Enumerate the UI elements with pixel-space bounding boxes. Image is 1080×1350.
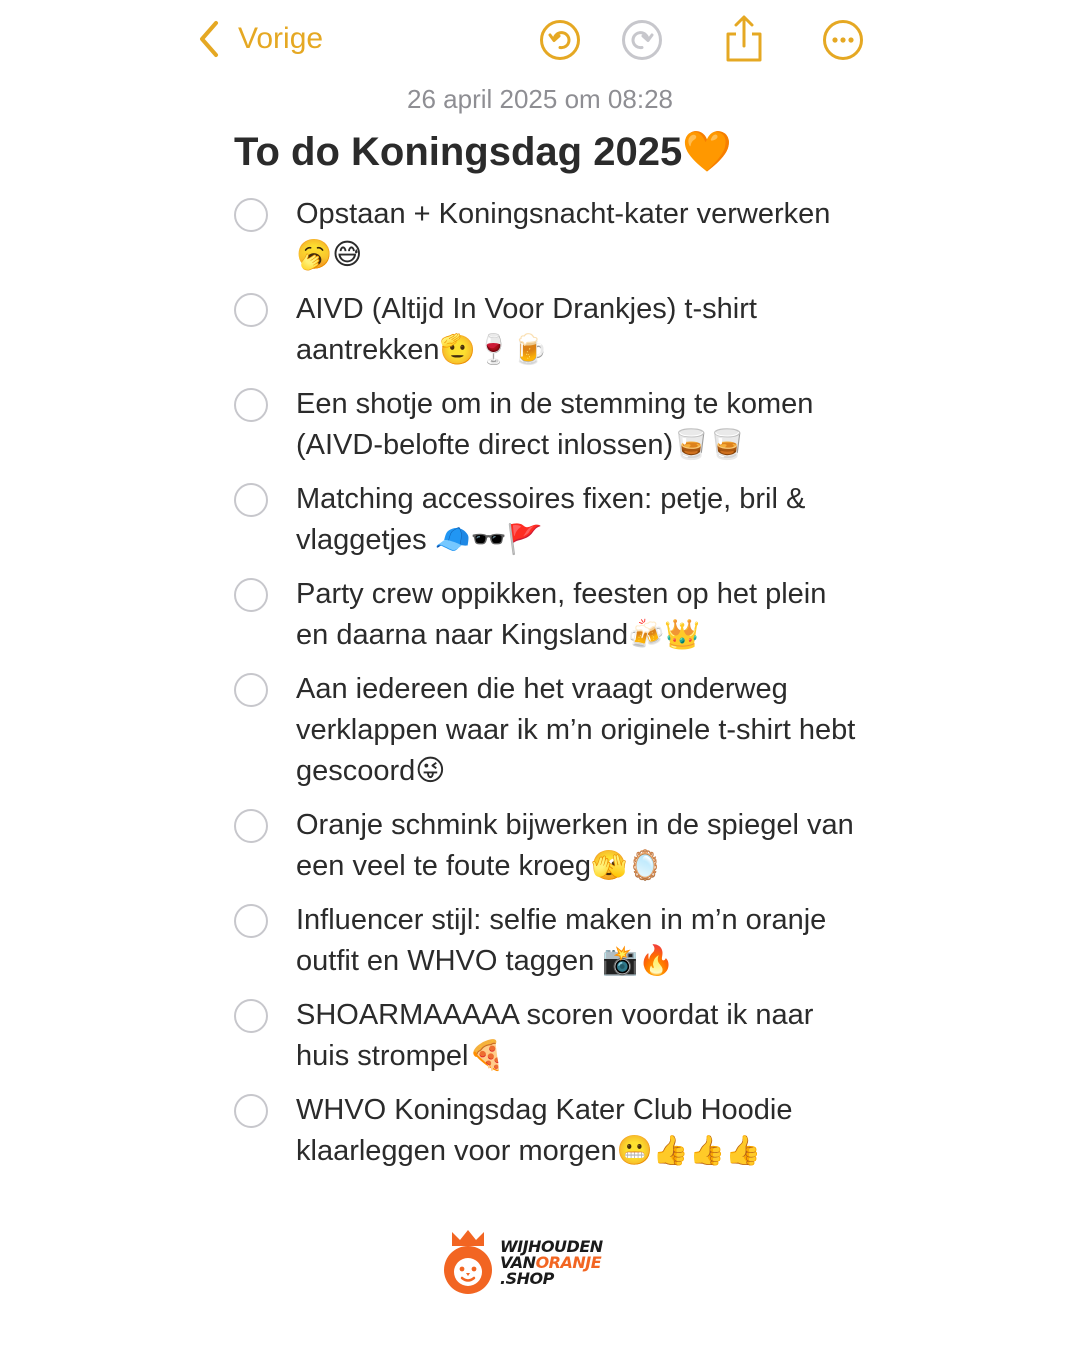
checklist-item[interactable] xyxy=(234,576,874,656)
share-icon[interactable] xyxy=(722,14,766,64)
checklist-item[interactable] xyxy=(234,386,874,466)
brand-wordmark xyxy=(500,1239,603,1287)
back-button[interactable] xyxy=(198,20,323,58)
checklist-item-text[interactable]: Oranje schmink bijwerken in de spiegel van een veel te foute kroeg🫣🪞 xyxy=(296,809,854,882)
checkbox-circle-icon[interactable] xyxy=(234,1094,268,1128)
chevron-left-icon xyxy=(198,20,220,58)
brand-logo xyxy=(440,1228,603,1298)
more-icon[interactable] xyxy=(821,18,865,62)
checklist-item[interactable] xyxy=(234,291,874,371)
checklist-item-text[interactable]: Party crew oppikken, feesten op het plein en daarna naar Kingsland🍻👑 xyxy=(296,578,827,651)
checklist-item-text[interactable]: WHVO Koningsdag Kater Club Hoodie klaarleggen voor morgen😬👍👍👍 xyxy=(296,1094,793,1167)
checklist-item-text[interactable]: Aan iedereen die het vraagt onderweg verklappen waar ik m’n originele t-shirt hebt gescoord😜 xyxy=(296,673,856,787)
note-date: 26 april 2025 om 08:28 xyxy=(407,84,673,114)
checkbox-circle-icon[interactable] xyxy=(234,388,268,422)
checkbox-circle-icon[interactable] xyxy=(234,198,268,232)
checklist xyxy=(234,196,874,1187)
checkbox-circle-icon[interactable] xyxy=(234,483,268,517)
lion-crown-logo-icon xyxy=(440,1228,496,1298)
undo-icon[interactable] xyxy=(538,18,582,62)
brand-line-3: .SHOP xyxy=(500,1269,554,1288)
checklist-item-text[interactable]: Influencer stijl: selfie maken in m’n oranje outfit en WHVO taggen 📸🔥 xyxy=(296,904,827,977)
checklist-item[interactable] xyxy=(234,902,874,982)
checklist-item-text[interactable]: Een shotje om in de stemming te komen (AIVD-belofte direct inlossen)🥃🥃 xyxy=(296,388,814,461)
checklist-item[interactable] xyxy=(234,997,874,1077)
toolbar xyxy=(0,18,1080,68)
checklist-item[interactable] xyxy=(234,481,874,561)
note-title[interactable]: To do Koningsdag 2025🧡 xyxy=(234,130,732,174)
checklist-item-text[interactable]: AIVD (Altijd In Voor Drankjes) t-shirt aantrekken🫡🍷🍺 xyxy=(296,293,757,366)
brand-line-2b: ORANJE xyxy=(535,1253,602,1272)
checkbox-circle-icon[interactable] xyxy=(234,999,268,1033)
brand-line-2a: VAN xyxy=(500,1253,536,1272)
brand-line-1: WIJHOUDEN xyxy=(500,1237,603,1256)
checklist-item-text[interactable]: SHOARMAAAAA scoren voordat ik naar huis strompel🍕 xyxy=(296,999,814,1072)
checklist-item[interactable] xyxy=(234,807,874,887)
checklist-item-text[interactable]: Matching accessoires fixen: petje, bril & vlaggetjes 🧢🕶️🚩 xyxy=(296,483,806,556)
checklist-item[interactable] xyxy=(234,671,874,792)
checklist-item[interactable] xyxy=(234,1092,874,1172)
redo-icon[interactable] xyxy=(620,18,664,62)
checkbox-circle-icon[interactable] xyxy=(234,673,268,707)
back-button-label: Vorige xyxy=(238,22,324,55)
checkbox-circle-icon[interactable] xyxy=(234,293,268,327)
checklist-item[interactable] xyxy=(234,196,874,276)
checkbox-circle-icon[interactable] xyxy=(234,809,268,843)
checklist-item-text[interactable]: Opstaan + Koningsnacht-kater verwerken🥱😅 xyxy=(296,198,831,271)
checkbox-circle-icon[interactable] xyxy=(234,578,268,612)
checkbox-circle-icon[interactable] xyxy=(234,904,268,938)
